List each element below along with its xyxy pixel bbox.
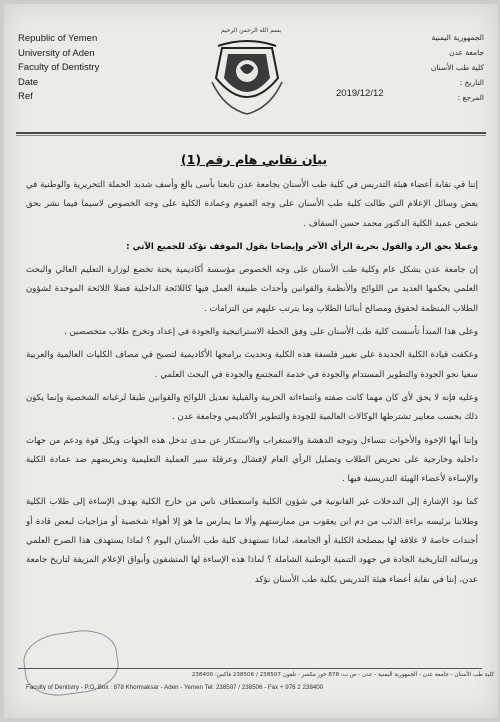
paragraph: وعليه فإنه لا يحق لأي كان مهما كانت صفته وانتماءاته الحزبية والقبلية تعديل اللوائح والقوانين طبقا لرغباته الشخصية وإنما يكون ذلك بحسب معايير تشترطها الوكالات العالمية للجودة والتطوير الأكاديمي وجامعة عدن . (26, 392, 478, 423)
paragraph: إن جامعة عدن بشكل عام وكلية طب الأسنان على وجه الخصوص مؤسسة أكاديمية بحتة تخضع لوزارة التعليم العالي والبحث العلمي يحكمها العديد من اللوائح والأنظمة والقوانين وأحداث طبيعة العمل فيها كاللائحة الداخلية فضلا اللائحة الموحدة لشؤون الطلاب المنظمة لحقوق ومصالح أبنائنا الطلاب وما يترتب عليهم من التزامات . (26, 265, 478, 314)
letterhead-university-ar: جامعة عدن (449, 48, 484, 57)
document-title: بيان نقابي هام رقم (1) (180, 152, 328, 167)
paragraph: وعلى هذا المبدأ تأسست كلية طب الأسنان على وفق الخطة الاستراتيجية والجودة في إعداد وتخرج طلاب متخصصين . (63, 327, 478, 338)
letterhead-country-ar: الجمهورية اليمنية (431, 33, 484, 42)
letterhead-ref-label-ar: المرجع : (457, 93, 484, 102)
letterhead-english (18, 32, 99, 105)
letterhead-date-label: Date (18, 76, 39, 88)
letterhead-date-label-ar: التاريخ : (459, 78, 484, 87)
header-divider (16, 132, 486, 134)
letterhead-ref-label: Ref (18, 91, 33, 102)
footer-divider (18, 668, 482, 669)
document-date: 2019/12/12 (336, 88, 384, 99)
paragraph-emphasis: وعملا بحق الرد والقول بحرية الرأي الآخر وإيضاحا بقول الموقف نؤكد للجميع الآتي : (126, 241, 478, 252)
letterhead-faculty: Faculty of Dentistry (18, 62, 100, 73)
footer-address-english: Faculty of Dentistry - P.O. Box : 878 Khormaksar - Aden - Yemen Tel: 238507 / 238506 - Fax + 976 2 238400 (26, 684, 324, 691)
bismillah: بسم الله الرحمن الرحيم (220, 27, 282, 34)
footer-address-arabic: كلية طب الأسنان - جامعة عدن - الجمهورية اليمنية - عدن - ص.ب: 878 خور مكسر - تلفون 238507 / 238506 فاكس: 238400 (191, 672, 494, 678)
document-page (4, 4, 498, 718)
letterhead-university: University of Aden (18, 47, 95, 59)
university-logo-icon (204, 38, 290, 116)
letterhead-country: Republic of Yemen (18, 33, 98, 44)
document-body (26, 176, 478, 594)
paragraph: إننا في نقابة أعضاء هيئة التدريس في كلية طب الأسنان بجامعة عدن تابعنا بأسى بالغ وأسف شديد الحملة التحريرية والوطنية في بعض وسائل الإعلام التي طالت كلية طب الأسنان على وجه العموم وعمادة الكلية على وجه الخصوص لاسيما فيما نشر بحق شخص عميد الكلية الدكتور محمد حسن السقاف . (26, 180, 478, 229)
paragraph: وعكفت قيادة الكلية الجديدة على تغيير فلسفة هذه الكلية وتحديث برامجها الأكاديمية لتصبح في مصاف الكليات العالمية والعربية سعيا نحو الجودة والتطوير المستدام والجودة في خدمة المجتمع والجودة في البحث العلمي . (26, 350, 478, 380)
paragraph: وإننا أيها الإخوة والأخوات نتساءل ونوجه الدهشة والاستغراب والاستنكار عن مدى تدخل هذه الجهات وبكل قوة ودعم من جهات داخلية وخارجية على تحريض الطلاب وتضليل الرأي العام لإفشال وعرقلة سير العملية التعليمية وتحريضهم ضد عمادة الكلية والإساءة لأعضاء الهيئة التدريسية فيها . (26, 435, 478, 485)
header-divider-thin (16, 135, 486, 136)
paragraph: كما نود الإشارة إلى التدخلات غير القانونية في شؤون الكلية واستعطاف ناس من خارج الكلية بهدف الإساءة إلى طلاب الكلية وطلابنا برئيسه براءة الذئب من دم ابن يعقوب من ممارستهم وألا ما يمارس ما هو إلا أهواء شخصية أو مزاجيات لبعض قادة أو أجندات خاصة لا علاقة لها بمصلحة الكلية أو الجامعة، لماذا تستهدف كلية طب الأسنان اليوم ؟ لماذا يستهدف هذا الصرح العلمي ورسالته التاريخية الجادة في جهود التنمية الوطنية الشاملة ؟ لماذا هذه الإساءة لها المتشفون وأبواق الإعلام المزيفة لتاريخ جامعة عدن، إننا في نقابة أعضاء هيئة التدريس بكلية طب الأسنان نؤكد (26, 497, 478, 585)
letterhead-faculty-ar: كلية طب الأسنان (430, 63, 484, 72)
